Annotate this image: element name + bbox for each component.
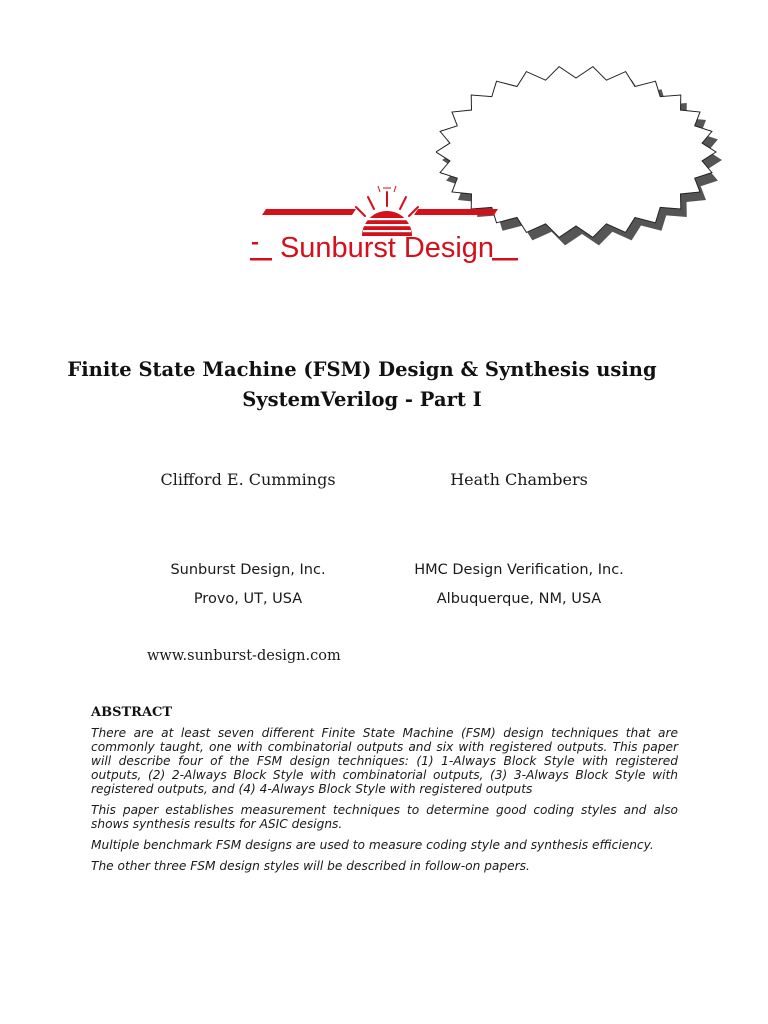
paper-title xyxy=(60,355,664,415)
author-organization-1: Sunburst Design, Inc. xyxy=(170,562,326,578)
abstract-heading: ABSTRACT xyxy=(91,705,173,720)
abstract-paragraph: The other three FSM design styles will be described in follow-on papers. xyxy=(91,859,530,873)
author-location-1: Provo, UT, USA xyxy=(193,591,303,607)
paper-title-line-1: Finite State Machine (FSM) Design & Synthesis using xyxy=(67,358,657,381)
author-affiliation-1 xyxy=(128,556,368,614)
abstract-paragraph: This paper establishes measurement techniques to determine good coding styles and also shows synthesis results for ASIC designs. xyxy=(91,803,678,831)
abstract-body xyxy=(91,726,678,880)
author-organization-2: HMC Design Verification, Inc. xyxy=(414,562,624,578)
abstract-paragraph: There are at least seven different Finite State Machine (FSM) design techniques that are commonly taught, one with combinatorial outputs and six with registered outputs. This paper will describe four of the FSM design techniques: (1) 1-Always Block Style with registered outputs, (2) 2-Always Block Style with combinatorial outputs, (3) 3-Always Block Style with registered outputs, and (4) 4-Always Block Style with registered outputs xyxy=(91,726,678,796)
paper-title-line-2: SystemVerilog - Part I xyxy=(242,388,482,411)
logo-wordmark: Sunburst Design xyxy=(280,232,494,264)
author-name-1: Clifford E. Cummings xyxy=(160,470,336,489)
author-name-2: Heath Chambers xyxy=(450,470,588,489)
abstract-paragraph: Multiple benchmark FSM designs are used to measure coding style and synthesis efficiency. xyxy=(91,838,654,852)
author-affiliation-2 xyxy=(389,556,649,614)
author-location-2: Albuquerque, NM, USA xyxy=(436,591,602,607)
website-url: www.sunburst-design.com xyxy=(147,648,341,664)
sunburst-design-logo xyxy=(248,182,524,282)
